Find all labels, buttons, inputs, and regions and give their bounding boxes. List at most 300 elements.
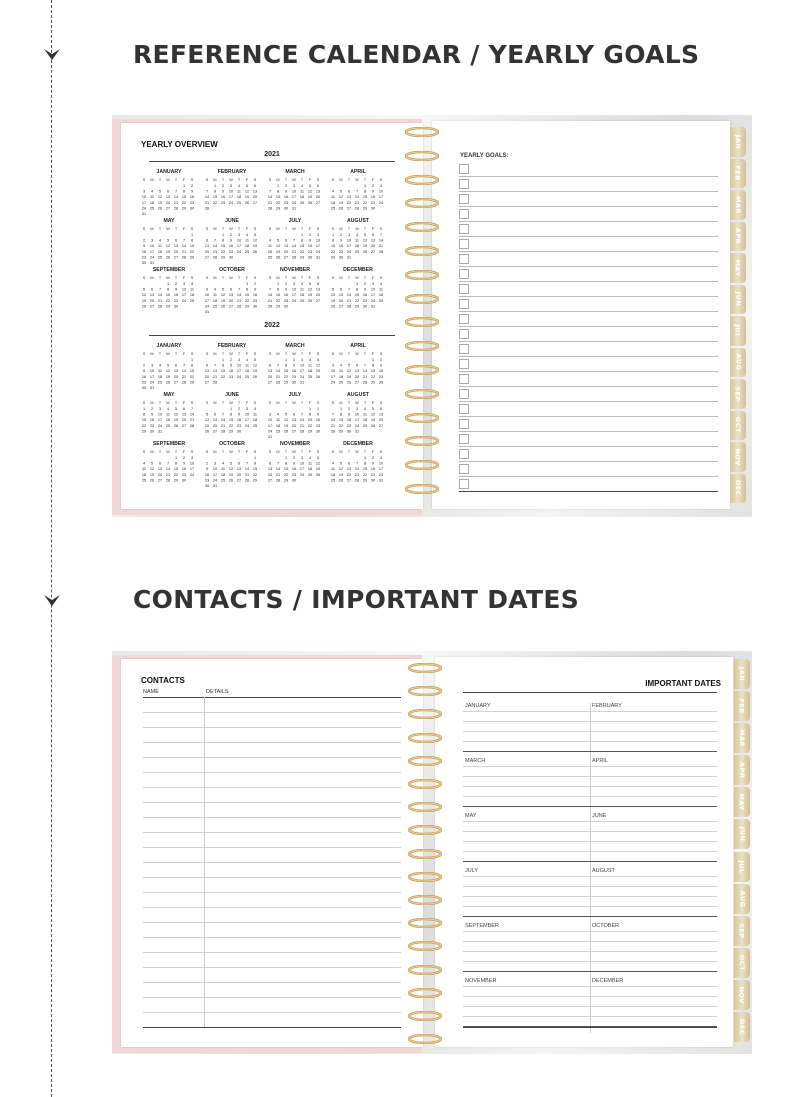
day-number: 27: [346, 478, 352, 483]
write-line[interactable]: [463, 876, 717, 877]
goal-checkbox[interactable]: [459, 299, 469, 309]
goal-row[interactable]: [459, 161, 718, 177]
day-number: 2: [284, 184, 288, 188]
goal-checkbox[interactable]: [459, 374, 469, 384]
day-number: 30: [346, 429, 352, 434]
day-number: 10: [189, 461, 195, 466]
goal-row[interactable]: [459, 311, 718, 327]
day-number: 10: [212, 467, 218, 472]
write-line[interactable]: [463, 961, 717, 962]
tab-aug[interactable]: [730, 348, 746, 378]
write-line[interactable]: [463, 741, 717, 742]
day-number: 12: [370, 412, 376, 417]
day-number: 14: [291, 244, 297, 249]
goal-checkbox[interactable]: [459, 449, 469, 459]
day-number: 29: [189, 380, 195, 385]
tab-jun[interactable]: [730, 285, 746, 315]
tab-may[interactable]: [730, 253, 746, 283]
weekday-label: M: [150, 352, 154, 356]
day-number: 5: [284, 412, 288, 417]
day-number: 26: [157, 206, 163, 211]
day-number: 18: [338, 374, 344, 379]
day-number: 16: [189, 195, 195, 200]
write-line[interactable]: [463, 971, 717, 972]
day-number: 14: [346, 293, 352, 298]
write-line[interactable]: [463, 851, 717, 852]
goal-row[interactable]: [459, 236, 718, 252]
tab-sep[interactable]: [734, 916, 750, 946]
goal-checkbox[interactable]: [459, 419, 469, 429]
day-number: 11: [331, 467, 335, 472]
divider: [149, 161, 395, 162]
goal-checkbox[interactable]: [459, 239, 469, 249]
day-number: 7: [268, 287, 272, 292]
mini-month: [204, 392, 260, 439]
tab-jan[interactable]: [730, 127, 746, 157]
goal-row[interactable]: [459, 191, 718, 207]
contact-row[interactable]: [143, 787, 401, 803]
write-line[interactable]: [463, 941, 717, 942]
contact-row[interactable]: [143, 757, 401, 773]
day-number: 24: [228, 200, 234, 205]
day-number: 21: [204, 200, 210, 205]
month-name: AUGUST: [347, 218, 369, 224]
tab-mar[interactable]: [730, 190, 746, 220]
weekday-label: S: [268, 178, 272, 182]
contact-row[interactable]: [143, 952, 401, 968]
goal-checkbox[interactable]: [459, 359, 469, 369]
goal-checkbox[interactable]: [459, 404, 469, 414]
goal-row[interactable]: [459, 206, 718, 222]
tab-jul[interactable]: [734, 852, 750, 882]
weekday-label: T: [284, 450, 288, 454]
goal-checkbox[interactable]: [459, 314, 469, 324]
day-number: 11: [308, 363, 312, 368]
day-number: 2: [371, 456, 375, 460]
day-number: 4: [308, 358, 312, 362]
day-number: 23: [291, 472, 297, 477]
day-number: 27: [338, 304, 344, 309]
weekday-label: S: [142, 401, 146, 405]
day-number: 23: [173, 298, 179, 303]
goal-row[interactable]: [459, 416, 718, 432]
day-number: 2: [339, 233, 343, 237]
contact-row[interactable]: [143, 802, 401, 818]
contact-row[interactable]: [143, 982, 401, 998]
tab-jan[interactable]: [734, 659, 750, 689]
goal-row[interactable]: [459, 431, 718, 447]
binding-ring: [408, 1011, 442, 1021]
weekday-label: W: [229, 178, 233, 182]
day-number: 16: [181, 467, 187, 472]
day-number: 26: [338, 478, 344, 483]
day-number: 29: [228, 429, 234, 434]
day-number: 1: [253, 456, 257, 460]
mini-month: [141, 169, 197, 216]
goal-checkbox[interactable]: [459, 329, 469, 339]
day-number: 6: [316, 184, 320, 188]
day-number: 9: [229, 363, 233, 368]
month-label: JULY: [465, 868, 479, 874]
day-number: 4: [221, 461, 225, 466]
contact-row[interactable]: [143, 697, 401, 713]
write-line[interactable]: [463, 806, 717, 807]
day-number: 3: [300, 358, 304, 362]
write-line[interactable]: [463, 786, 717, 787]
contact-row[interactable]: [143, 772, 401, 788]
day-number: 30: [173, 304, 179, 309]
day-number: 11: [339, 369, 343, 374]
weekday-label: T: [363, 401, 367, 405]
day-number: 26: [362, 249, 368, 254]
contact-row[interactable]: [143, 922, 401, 938]
day-number: 8: [355, 287, 359, 292]
write-line[interactable]: [463, 751, 717, 752]
day-number: 30: [283, 304, 289, 309]
goal-row[interactable]: [459, 461, 718, 477]
weekday-label: F: [308, 227, 312, 231]
year-label: 2021: [264, 151, 280, 158]
tab-dec[interactable]: [730, 474, 746, 504]
tab-may[interactable]: [734, 787, 750, 817]
contact-row[interactable]: [143, 862, 401, 878]
weekday-label: S: [331, 276, 335, 280]
contact-row[interactable]: [143, 727, 401, 743]
tab-apr[interactable]: [730, 222, 746, 252]
day-number: 21: [378, 244, 384, 249]
write-line[interactable]: [463, 886, 717, 887]
weekday-label: T: [363, 227, 367, 231]
goal-checkbox[interactable]: [459, 224, 469, 234]
day-number: 23: [338, 249, 344, 254]
weekday-label: S: [316, 276, 320, 280]
day-number: 23: [141, 380, 147, 385]
tab-apr[interactable]: [734, 755, 750, 785]
goal-checkbox[interactable]: [459, 389, 469, 399]
goal-row[interactable]: [459, 221, 718, 237]
day-number: 6: [182, 407, 186, 411]
day-number: 4: [213, 287, 217, 292]
goal-row[interactable]: [459, 281, 718, 297]
contact-row[interactable]: [143, 847, 401, 863]
write-line[interactable]: [463, 721, 717, 722]
goal-row[interactable]: [459, 446, 718, 462]
page-title: IMPORTANT DATES: [645, 679, 721, 688]
day-number: 24: [204, 304, 210, 309]
contact-row[interactable]: [143, 967, 401, 983]
goal-row[interactable]: [459, 341, 718, 357]
day-number: 31: [267, 435, 273, 439]
month-pair-block: [463, 703, 717, 758]
day-number: 3: [379, 184, 383, 188]
weekday-label: T: [158, 352, 162, 356]
day-number: 13: [283, 244, 289, 249]
day-number: 4: [245, 233, 249, 237]
day-number: 8: [221, 363, 225, 368]
month-grid: [267, 274, 323, 314]
goal-row[interactable]: [459, 251, 718, 267]
mini-month: [141, 441, 197, 488]
binding-ring: [408, 965, 442, 975]
day-number: 20: [283, 249, 289, 254]
day-number: 10: [299, 363, 305, 368]
day-number: 2: [190, 184, 194, 188]
contact-row[interactable]: [143, 832, 401, 848]
day-number: 16: [252, 293, 258, 298]
goal-checkbox[interactable]: [459, 179, 469, 189]
day-number: 20: [370, 244, 376, 249]
write-line[interactable]: [463, 731, 717, 732]
weekday-label: T: [300, 450, 304, 454]
day-number: 28: [244, 478, 250, 483]
weekday-label: T: [363, 352, 367, 356]
write-line[interactable]: [463, 1006, 717, 1007]
day-number: 10: [354, 412, 360, 417]
weekday-label: F: [371, 450, 375, 454]
day-number: 17: [299, 369, 305, 374]
weekday-label: S: [253, 352, 257, 356]
goal-checkbox[interactable]: [459, 209, 469, 219]
day-number: 15: [220, 244, 226, 249]
day-number: 9: [371, 461, 375, 466]
day-number: 16: [370, 195, 376, 200]
weekday-label: M: [213, 401, 217, 405]
day-number: 8: [142, 412, 146, 417]
day-number: 11: [142, 467, 146, 472]
goal-row[interactable]: [459, 371, 718, 387]
write-line[interactable]: [463, 916, 717, 917]
mini-month: [330, 392, 386, 439]
weekday-label: W: [292, 352, 296, 356]
write-line[interactable]: [463, 931, 717, 932]
day-number: 4: [308, 456, 312, 460]
day-number: 1: [355, 282, 359, 286]
day-number: 6: [174, 238, 178, 243]
day-number: 2: [308, 233, 312, 237]
tab-feb[interactable]: [734, 691, 750, 721]
day-number: 23: [204, 478, 210, 483]
day-number: 7: [166, 461, 170, 466]
tab-oct[interactable]: [730, 411, 746, 441]
day-number: 19: [283, 423, 289, 428]
day-number: 24: [378, 200, 384, 205]
day-number: 24: [157, 423, 163, 428]
day-number: 6: [339, 287, 343, 292]
tab-oct[interactable]: [734, 948, 750, 978]
weekday-label: T: [363, 276, 367, 280]
write-line[interactable]: [463, 831, 717, 832]
tab-label: JAN: [737, 666, 746, 682]
goal-checkbox[interactable]: [459, 464, 469, 474]
tab-aug[interactable]: [734, 884, 750, 914]
tab-dec[interactable]: [734, 1012, 750, 1042]
day-number: 11: [300, 189, 304, 194]
day-number: 19: [252, 244, 258, 249]
contact-row[interactable]: [143, 892, 401, 908]
goal-row[interactable]: [459, 176, 718, 192]
weekday-label: F: [308, 178, 312, 182]
goal-row[interactable]: [459, 296, 718, 312]
day-number: 10: [204, 293, 210, 298]
month-name: MAY: [163, 218, 175, 224]
contact-row[interactable]: [143, 817, 401, 833]
day-number: 18: [252, 418, 258, 423]
day-number: 30: [338, 255, 344, 260]
day-number: 13: [165, 195, 171, 200]
contact-row[interactable]: [143, 1012, 401, 1028]
weekday-label: M: [276, 276, 280, 280]
day-number: 6: [174, 363, 178, 368]
goal-checkbox[interactable]: [459, 164, 469, 174]
weekday-label: S: [142, 352, 146, 356]
important-dates-page: [435, 657, 733, 1047]
goal-row[interactable]: [459, 326, 718, 342]
day-number: 18: [157, 249, 163, 254]
write-line[interactable]: [463, 821, 717, 822]
weekday-label: S: [253, 450, 257, 454]
write-line[interactable]: [463, 766, 717, 767]
day-number: 19: [244, 195, 250, 200]
day-number: 26: [307, 298, 313, 303]
goal-checkbox[interactable]: [459, 284, 469, 294]
day-number: 5: [331, 287, 335, 292]
day-number: 30: [204, 484, 210, 488]
contact-row[interactable]: [143, 712, 401, 728]
goal-checkbox[interactable]: [459, 344, 469, 354]
day-number: 8: [284, 363, 288, 368]
goal-row[interactable]: [459, 476, 718, 492]
arrow-down-icon: [43, 594, 61, 608]
day-number: 10: [346, 238, 352, 243]
goal-row[interactable]: [459, 266, 718, 282]
day-number: 1: [308, 407, 312, 411]
goal-checkbox[interactable]: [459, 254, 469, 264]
day-number: 22: [220, 249, 226, 254]
day-number: 30: [362, 304, 368, 309]
day-number: 17: [157, 418, 163, 423]
write-line[interactable]: [463, 861, 717, 862]
write-line[interactable]: [463, 986, 717, 987]
day-number: 24: [370, 298, 376, 303]
day-number: 14: [204, 195, 210, 200]
day-number: 4: [142, 461, 146, 466]
day-number: 20: [338, 298, 344, 303]
day-number: 3: [371, 282, 375, 286]
day-number: 12: [346, 369, 352, 374]
tab-label: SEP: [733, 386, 742, 402]
day-number: 20: [291, 423, 297, 428]
day-number: 15: [354, 293, 360, 298]
contact-row[interactable]: [143, 742, 401, 758]
goal-checkbox[interactable]: [459, 194, 469, 204]
write-line[interactable]: [463, 1016, 717, 1017]
weekday-label: T: [221, 401, 225, 405]
goal-row[interactable]: [459, 401, 718, 417]
write-line[interactable]: [463, 896, 717, 897]
month-name: FEBRUARY: [217, 169, 247, 175]
day-number: 16: [307, 244, 313, 249]
binding-ring: [408, 802, 442, 812]
day-number: 6: [292, 412, 296, 417]
tab-feb[interactable]: [730, 159, 746, 189]
write-line[interactable]: [463, 841, 717, 842]
goal-row[interactable]: [459, 356, 718, 372]
contact-row[interactable]: [143, 997, 401, 1013]
day-number: 21: [330, 423, 336, 428]
day-number: 10: [228, 189, 234, 194]
binding-ring: [408, 849, 442, 859]
planner-calendar-spread: [112, 115, 752, 517]
day-number: 29: [141, 429, 147, 434]
goal-checkbox[interactable]: [459, 479, 469, 489]
write-line[interactable]: [463, 711, 717, 712]
write-line[interactable]: [463, 796, 717, 797]
weekday-label: T: [237, 227, 241, 231]
write-line[interactable]: [463, 776, 717, 777]
tab-jun[interactable]: [734, 819, 750, 849]
section-title-contacts: CONTACTS / IMPORTANT DATES: [133, 585, 580, 614]
day-number: 27: [149, 304, 155, 309]
day-number: 8: [190, 363, 194, 368]
tab-sep[interactable]: [730, 379, 746, 409]
write-line[interactable]: [463, 996, 717, 997]
goal-checkbox[interactable]: [459, 269, 469, 279]
day-number: 6: [213, 412, 217, 417]
month-name: JULY: [288, 392, 302, 398]
day-number: 3: [300, 456, 304, 460]
tab-nov[interactable]: [730, 442, 746, 472]
tab-label: FEB: [734, 165, 742, 181]
month-grid: [204, 350, 260, 390]
day-number: 10: [141, 195, 147, 200]
goal-row[interactable]: [459, 386, 718, 402]
day-number: 12: [330, 293, 336, 298]
binding-ring: [405, 127, 439, 137]
contact-row[interactable]: [143, 907, 401, 923]
weekday-label: W: [166, 227, 170, 231]
goal-checkbox[interactable]: [459, 434, 469, 444]
tab-jul[interactable]: [730, 316, 746, 346]
day-number: 13: [173, 369, 179, 374]
month-grid: [204, 274, 260, 314]
tab-mar[interactable]: [734, 723, 750, 753]
binding-ring: [408, 988, 442, 998]
day-number: 10: [236, 238, 242, 243]
day-number: 2: [347, 407, 351, 411]
day-number: 27: [291, 429, 297, 434]
binding-ring: [405, 175, 439, 185]
day-number: 21: [165, 472, 171, 477]
day-number: 16: [315, 418, 321, 423]
day-number: 13: [236, 467, 242, 472]
day-number: 31: [291, 206, 297, 211]
day-number: 5: [308, 184, 312, 188]
month-name: JANUARY: [156, 169, 182, 175]
write-line[interactable]: [463, 951, 717, 952]
day-number: 21: [275, 472, 281, 477]
tab-nov[interactable]: [734, 980, 750, 1010]
day-number: 17: [149, 249, 155, 254]
weekday-label: W: [166, 450, 170, 454]
write-line[interactable]: [463, 906, 717, 907]
day-number: 22: [283, 472, 289, 477]
day-number: 4: [331, 189, 335, 194]
contact-row[interactable]: [143, 877, 401, 893]
binding-ring: [408, 825, 442, 835]
contact-row[interactable]: [143, 937, 401, 953]
day-number: 21: [346, 298, 352, 303]
divider: [149, 335, 395, 336]
